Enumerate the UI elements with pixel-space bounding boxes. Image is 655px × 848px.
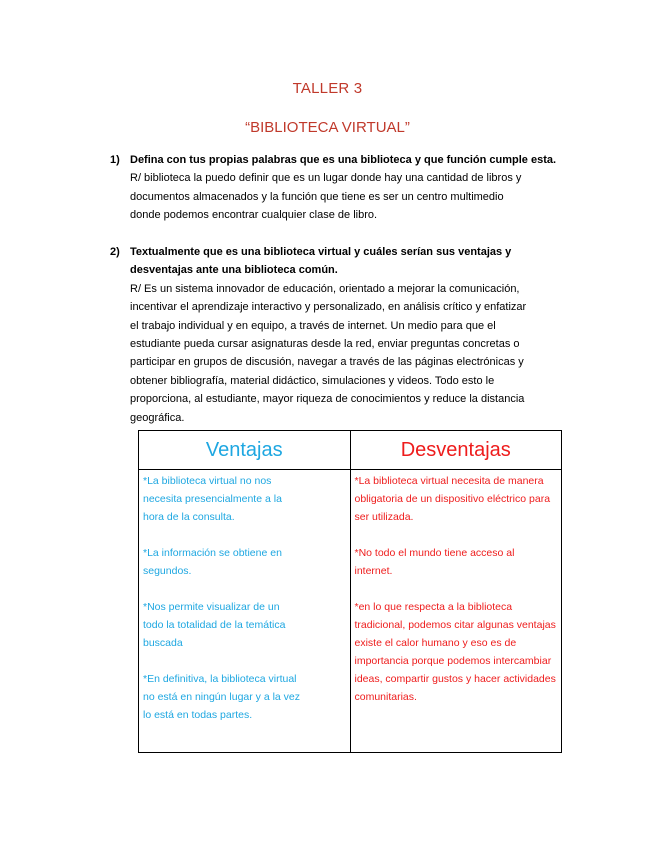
answer-line: R/ biblioteca la puedo definir que es un lugar donde hay una cantidad de libros y — [130, 172, 522, 185]
answer-line: el trabajo individual y en equipo, a través de internet. Un medio para que el — [130, 319, 496, 332]
cell-line: obligatoria de un dispositivo eléctrico para — [354, 493, 551, 505]
question-2-answer — [130, 280, 570, 427]
desventaja-item — [355, 544, 558, 580]
cell-line: existe el calor humano y eso es de — [354, 637, 517, 649]
answer-line: documentos almacenados y la función que tiene es ser un centro multimedio — [130, 190, 504, 203]
answer-line: participar en grupos de discusión, navegar a través de las páginas electrónicas y — [130, 356, 524, 369]
question-2-number: 2) — [110, 246, 120, 258]
question-1-title: Defina con tus propias palabras que es una biblioteca y que función cumple esta. — [130, 154, 557, 166]
cell-line: *Nos permite visualizar de un — [143, 601, 280, 613]
answer-line: obtener bibliografía, material didáctico, simulaciones y videos. Todo esto le — [130, 374, 495, 387]
cell-line: segundos. — [143, 565, 192, 577]
cell-line: *La biblioteca virtual necesita de manera — [354, 475, 544, 487]
cell-line: todo la totalidad de la temática — [143, 619, 286, 631]
cell-line: importancia porque podemos intercambiar — [354, 655, 552, 667]
cell-line: *La biblioteca virtual no nos — [143, 475, 272, 487]
cell-line: *En definitiva, la biblioteca virtual — [143, 673, 297, 685]
cell-line: ser utilizada. — [354, 511, 414, 523]
question-1-number: 1) — [110, 154, 120, 166]
ventajas-header: Ventajas — [139, 431, 351, 470]
cell-line: necesita presencialmente a la — [143, 493, 282, 505]
ventaja-item — [143, 670, 346, 724]
ventaja-item — [143, 472, 346, 526]
question-1-answer — [130, 169, 570, 224]
answer-line: R/ Es un sistema innovador de educación, orientado a mejorar la comunicación, — [130, 282, 520, 295]
cell-line: *La información se obtiene en — [143, 547, 282, 559]
cell-line: buscada — [143, 637, 183, 649]
ventaja-item — [143, 544, 346, 580]
cell-line: hora de la consulta. — [143, 511, 235, 523]
cell-line: lo está en todas partes. — [143, 709, 253, 721]
desventaja-item — [355, 598, 558, 706]
cell-line: internet. — [354, 565, 393, 577]
cell-line: *en lo que respecta a la biblioteca — [354, 601, 513, 613]
cell-line: tradicional, podemos citar algunas ventajas — [354, 619, 556, 631]
desventajas-cell — [350, 470, 562, 753]
answer-line: incentivar el aprendizaje interactivo y personalizado, en análisis crítico y enfatizar — [130, 301, 527, 314]
desventajas-header: Desventajas — [350, 431, 562, 470]
title-line: desventajas ante una biblioteca común. — [130, 264, 338, 277]
question-2 — [110, 243, 570, 427]
answer-line: donde podemos encontrar cualquier clase de libro. — [130, 209, 378, 222]
question-2-title — [130, 243, 570, 280]
table-header-row — [139, 431, 562, 470]
question-1 — [110, 151, 570, 225]
ventajas-cell — [139, 470, 351, 753]
desventaja-item — [355, 472, 558, 526]
page-subtitle: “BIBLIOTECA VIRTUAL” — [245, 119, 410, 136]
title-line: Textualmente que es una biblioteca virtual y cuáles serían sus ventajas y — [130, 246, 512, 258]
cell-line: *No todo el mundo tiene acceso al — [354, 547, 515, 559]
table-row — [139, 470, 562, 753]
page-title: TALLER 3 — [292, 80, 363, 97]
comparison-table — [138, 430, 562, 753]
cell-line: comunitarias. — [354, 691, 417, 703]
ventaja-item — [143, 598, 346, 652]
answer-line: estudiante pueda cursar asignaturas desde la red, enviar preguntas concretas o — [130, 338, 520, 351]
answer-line: geográfica. — [130, 411, 185, 424]
answer-line: proporciona, al estudiante, mayor riqueza de conocimientos y reduce la distancia — [130, 393, 525, 406]
cell-line: ideas, compartir gustos y hacer actividades — [354, 673, 556, 685]
cell-line: no está en ningún lugar y a la vez — [143, 691, 301, 703]
